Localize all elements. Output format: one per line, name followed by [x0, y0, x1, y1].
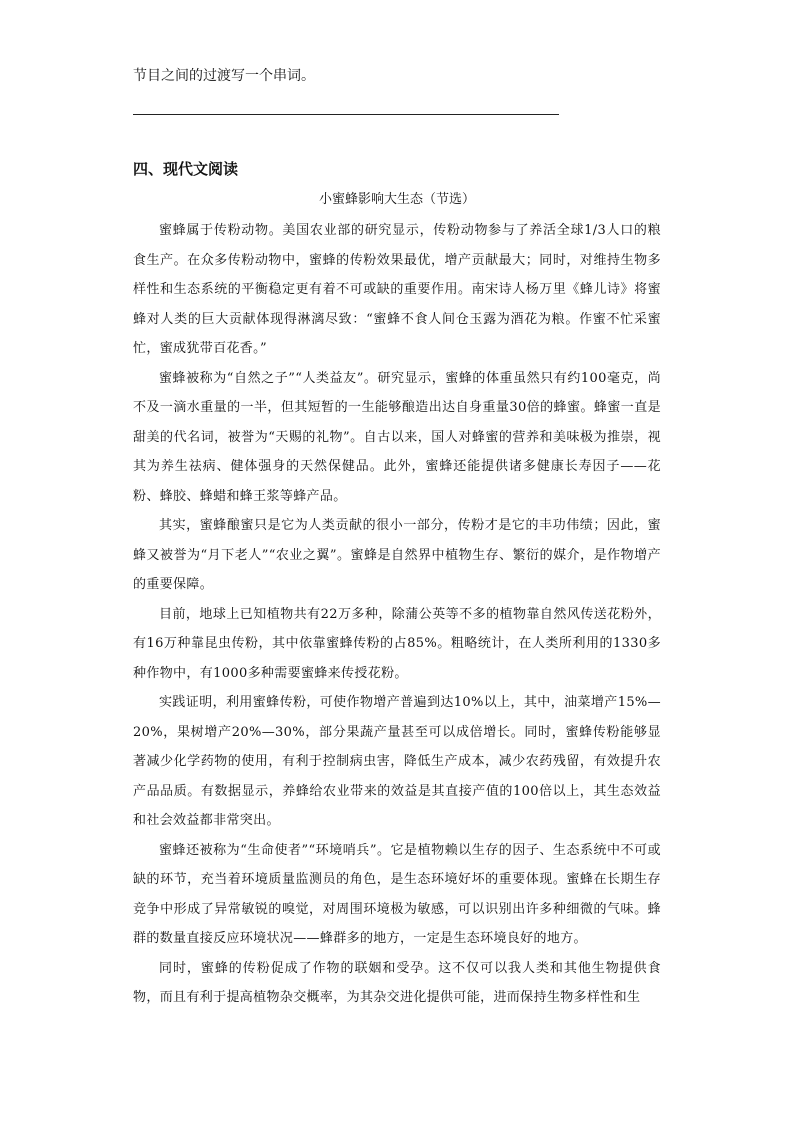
article-title: 小蜜蜂影响大生态（节选）	[318, 192, 475, 207]
paragraph: 其实，蜜蜂酿蜜只是它为人类贡献的很小一部分，传粉才是它的丰功伟绩；因此，蜜蜂又被誉为“月下老人”“农业之翼”。蜜蜂是自然界中植物生存、繁衍的媒介，是作物增产的重要保障。	[133, 518, 661, 592]
paragraph: 同时，蜜蜂的传粉促成了作物的联姻和受孕。这不仅可以我人类和其他生物提供食物，而且有利于提高植物杂交概率，为其杂交进化提供可能，进而保持生物多样性和生	[133, 960, 661, 1005]
section-heading: 四、现代文阅读	[133, 160, 239, 178]
paragraph: 蜜蜂被称为“自然之子”“人类益友”。研究显示，蜜蜂的体重虽然只有约100毫克，尚不及一滴水重量的一半，但其短暂的一生能够酿造出达自身重量30倍的蜂蜜。蜂蜜一直是甜美的代名词，被誉为“天赐的礼物”。自古以来，国人对蜂蜜的营养和美味极为推崇，视其为养生祛病、健体强身的天然保健品。此外，蜜蜂还能提供诸多健康长寿因子——花粉、蜂胶、蜂蜡和蜂王浆等蜂产品。	[133, 370, 661, 504]
previous-question-tail: 节目之间的过渡写一个串词。	[133, 68, 315, 84]
paragraph: 蜜蜂属于传粉动物。美国农业部的研究显示，传粉动物参与了养活全球1/3人口的粮食生产。在众多传粉动物中，蜜蜂的传粉效果最优，增产贡献最大；同时，对维持生物多样性和生态系统的平衡稳定更有着不可或缺的重要作用。南宋诗人杨万里《蜂儿诗》将蜜蜂对人类的巨大贡献体现得淋漓尽致：“蜜蜂不食人间仓玉露为酒花为粮。作蜜不忙采蜜忙，蜜成犹带百花香。”	[133, 223, 661, 356]
paragraph: 实践证明，利用蜜蜂传粉，可使作物增产普遍到达10%以上，其中，油菜增产15%—20%，果树增产20%—30%，部分果蔬产量甚至可以成倍增长。同时，蜜蜂传粉能够显著减少化学药物的使用，有利于控制病虫害，降低生产成本，减少农药残留，有效提升农产品品质。有数据显示，养蜂给农业带来的效益是其直接产值的100倍以上，其生态效益和社会效益都非常突出。	[133, 695, 661, 828]
article-body	[133, 216, 661, 1013]
paragraph: 蜜蜂还被称为“生命使者”“环境哨兵”。它是植物赖以生存的因子、生态系统中不可或缺的环节，充当着环境质量监测员的角色，是生态环境好坏的重要体现。蜜蜂在长期生存竞争中形成了异常敏锐的嗅觉，对周围环境极为敏感，可以识别出许多种细微的气味。蜂群的数量直接反应环境状况——蜂群多的地方，一定是生态环境良好的地方。	[133, 842, 661, 946]
paragraph: 目前，地球上已知植物共有22万多种，除蒲公英等不多的植物靠自然风传送花粉外，有16万种靠昆虫传粉，其中依靠蜜蜂传粉的占85%。粗略统计，在人类所利用的1330多种作物中，有1000多种需要蜜蜂来传授花粉。	[133, 606, 661, 681]
answer-blank-line[interactable]	[133, 114, 559, 115]
